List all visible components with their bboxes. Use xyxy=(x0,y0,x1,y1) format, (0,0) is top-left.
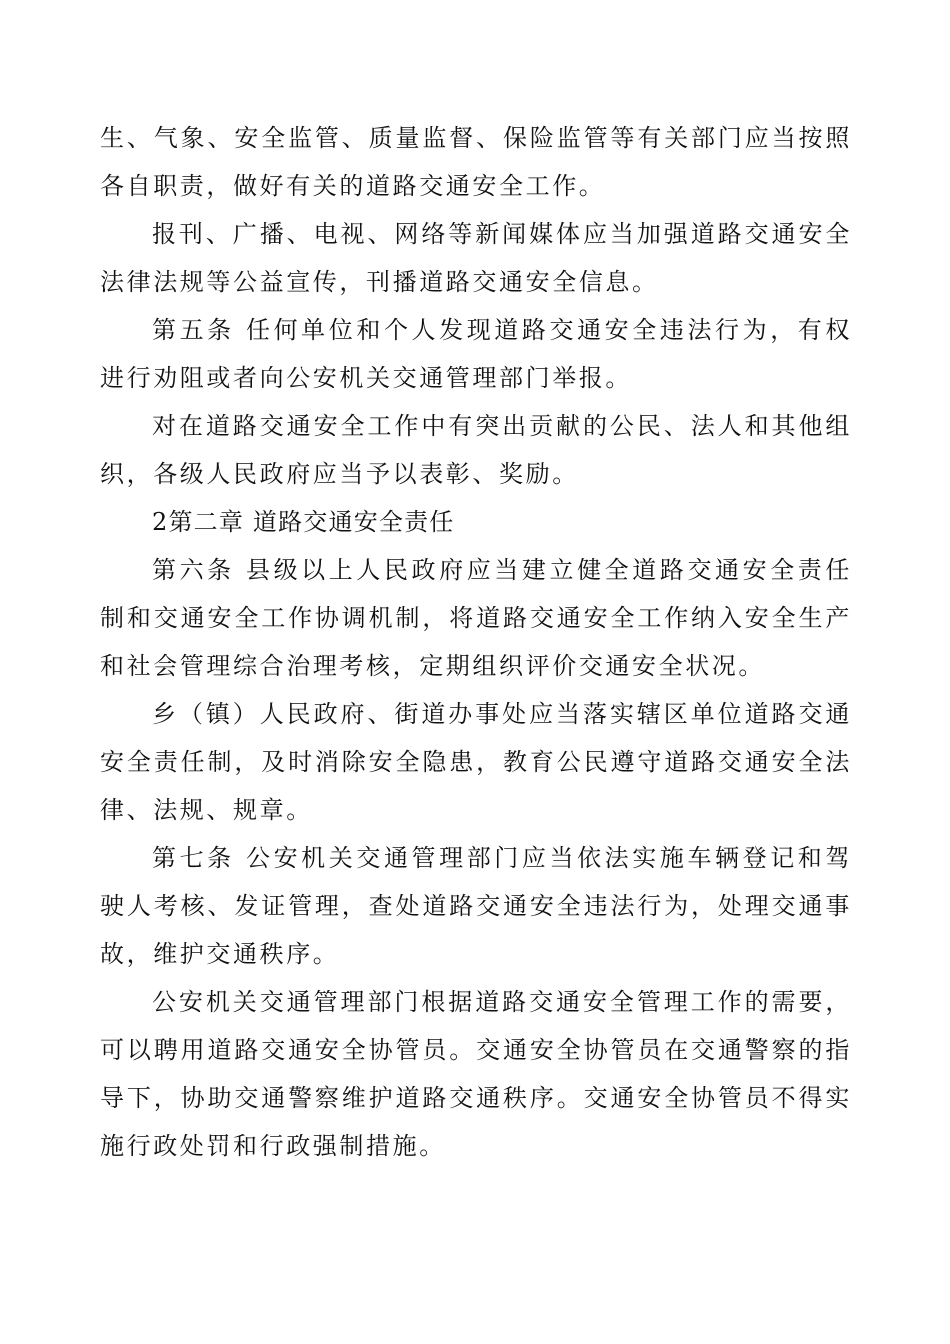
document-body xyxy=(100,114,852,1170)
article-6: 第六条 县级以上人民政府应当建立健全道路交通安全责任制和交通安全工作协调机制，将道路交通安全工作纳入安全生产和社会管理综合治理考核，定期组织评价交通安全状况。 xyxy=(100,556,852,680)
article-7: 第七条 公安机关交通管理部门应当依法实施车辆登记和驾驶人考核、发证管理，查处道路交通安全违法行为，处理交通事故，维护交通秩序。 xyxy=(100,844,852,968)
paragraph-media-publicity: 报刊、广播、电视、网络等新闻媒体应当加强道路交通安全法律法规等公益宣传，刊播道路交通安全信息。 xyxy=(100,220,852,296)
paragraph-commendation: 对在道路交通安全工作中有突出贡献的公民、法人和其他组织，各级人民政府应当予以表彰、奖励。 xyxy=(100,412,852,488)
paragraph-traffic-assistants: 公安机关交通管理部门根据道路交通安全管理工作的需要，可以聘用道路交通安全协管员。交通安全协管员在交通警察的指导下，协助交通警察维护道路交通秩序。交通安全协管员不得实施行政处罚和行政强制措施。 xyxy=(100,988,852,1160)
paragraph-township-responsibility: 乡（镇）人民政府、街道办事处应当落实辖区单位道路交通安全责任制，及时消除安全隐患，教育公民遵守道路交通安全法律、法规、规章。 xyxy=(100,700,852,824)
paragraph-continued: 生、气象、安全监管、质量监督、保险监管等有关部门应当按照各自职责，做好有关的道路交通安全工作。 xyxy=(100,124,852,200)
chapter-2-heading: 2第二章 道路交通安全责任 xyxy=(152,508,455,536)
article-5: 第五条 任何单位和个人发现道路交通安全违法行为，有权进行劝阻或者向公安机关交通管理部门举报。 xyxy=(100,316,852,392)
